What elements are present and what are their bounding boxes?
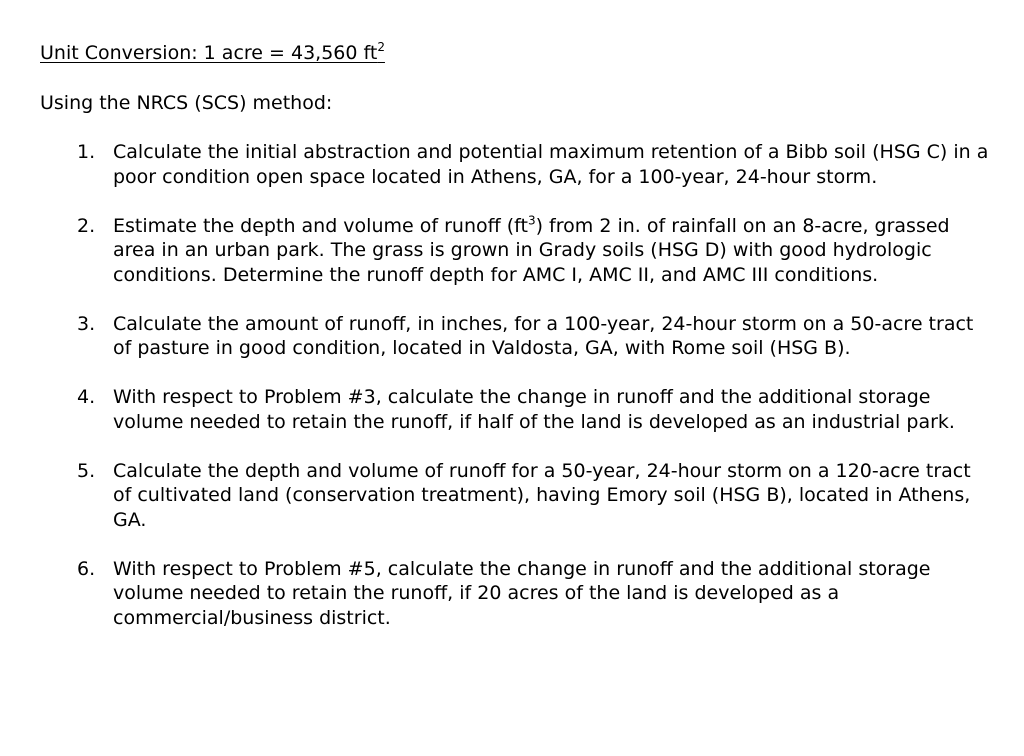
unit-conversion-text: Unit Conversion: 1 acre = 43,560 ft xyxy=(40,42,378,64)
problem-text-part: Estimate the depth and volume of runoff (ft xyxy=(113,214,528,237)
problem-set-document xyxy=(40,41,1000,655)
problem-item-1 xyxy=(40,140,993,189)
problem-number: 3. xyxy=(77,312,96,335)
problem-number: 2. xyxy=(77,214,96,237)
problem-list xyxy=(40,140,1000,630)
unit-conversion-heading xyxy=(40,41,1000,66)
problem-text: Calculate the depth and volume of runoff for a 50-year, 24-hour storm on a 120-acre tract of cultivated land (conservation treatment), having Emory soil (HSG B), located in Athens, GA. xyxy=(113,459,971,531)
problem-text: With respect to Problem #5, calculate the change in runoff and the additional storage volume needed to retain the runoff, if 20 acres of the land is developed as a commercial/business district. xyxy=(113,557,931,629)
problem-text: With respect to Problem #3, calculate the change in runoff and the additional storage volume needed to retain the runoff, if half of the land is developed as an industrial park. xyxy=(113,386,955,433)
problem-item-2 xyxy=(40,214,993,288)
problem-number: 1. xyxy=(77,141,96,163)
problem-text: Calculate the initial abstraction and potential maximum retention of a Bibb soil (HSG C) in a poor condition open space located in Athens, GA, for a 100-year, 24-hour storm. xyxy=(113,141,989,188)
problem-text-part: ) from 2 in. of rainfall on an 8-acre, grassed area in an urban park. The grass is grown in Grady soils (HSG D) with good hydrologic conditions. Determine the runoff depth for AMC I, AMC II, and AMC III conditions. xyxy=(113,214,950,286)
problem-text: Calculate the amount of runoff, in inches, for a 100-year, 24-hour storm on a 50-acre tract of pasture in good condition, located in Valdosta, GA, with Rome soil (HSG B). xyxy=(113,312,974,359)
cubic-superscript: 3 xyxy=(527,213,536,228)
method-intro: Using the NRCS (SCS) method: xyxy=(40,91,333,114)
problem-item-5 xyxy=(40,459,993,533)
problem-item-3 xyxy=(40,312,993,361)
problem-item-4 xyxy=(40,385,993,434)
unit-conversion-superscript: 2 xyxy=(377,39,385,54)
problem-item-6 xyxy=(40,557,993,631)
problem-text xyxy=(113,215,950,286)
problem-number: 4. xyxy=(77,386,96,408)
problem-number: 5. xyxy=(77,459,96,482)
problem-number: 6. xyxy=(77,557,96,580)
